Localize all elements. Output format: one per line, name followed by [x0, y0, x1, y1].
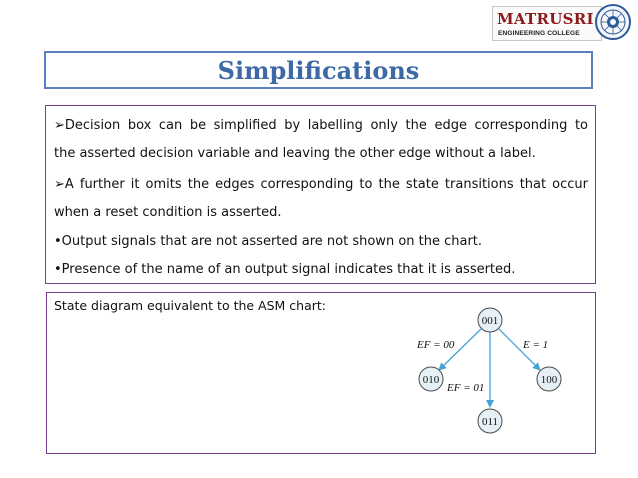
arrow-bullet-icon: ➢: [54, 177, 65, 192]
logo-name: MATRUSRI: [497, 10, 594, 28]
state-node-001: [478, 308, 502, 332]
state-node-011: [478, 409, 502, 433]
logo-subtitle: ENGINEERING COLLEGE: [498, 30, 580, 37]
dot-bullet-icon: •: [54, 234, 62, 249]
bullet-2-line-2: when a reset condition is asserted.: [54, 205, 282, 220]
bullet-4: •Presence of the name of an output signal indicates that it is asserted.: [54, 262, 516, 277]
dot-bullet-icon: •: [54, 262, 62, 277]
logo-badge: [492, 6, 602, 41]
state-node-100: [537, 367, 561, 391]
college-seal-icon: [594, 2, 632, 42]
svg-text:001: 001: [481, 315, 499, 327]
bullet-content-box: [45, 105, 596, 284]
edge-label-ef-01: EF = 01: [447, 382, 485, 394]
state-diagram-box: [46, 292, 596, 454]
page-title: Simplifications: [217, 56, 420, 85]
svg-text:100: 100: [540, 374, 558, 386]
college-logo: [492, 2, 636, 42]
edge-label-e-1: E = 1: [523, 339, 549, 351]
bullet-2-line-1: ➢A further it omits the edges corresponding to the state transitions that occur: [54, 177, 588, 192]
bullet-3: •Output signals that are not asserted are not shown on the chart.: [54, 234, 483, 249]
bullet-1-line-1: ➢Decision box can be simplified by labelling only the edge corresponding to: [54, 118, 588, 133]
diagram-caption: State diagram equivalent to the ASM chart:: [54, 298, 327, 313]
svg-text:011: 011: [481, 416, 499, 428]
bullet-1-line-2: the asserted decision variable and leaving the other edge without a label.: [54, 146, 536, 161]
svg-text:010: 010: [422, 374, 440, 386]
state-diagram: [47, 293, 595, 453]
arrow-bullet-icon: ➢: [54, 118, 65, 133]
state-node-010: [419, 367, 443, 391]
title-box: [44, 51, 593, 89]
edge-label-ef-00: EF = 00: [417, 339, 455, 351]
